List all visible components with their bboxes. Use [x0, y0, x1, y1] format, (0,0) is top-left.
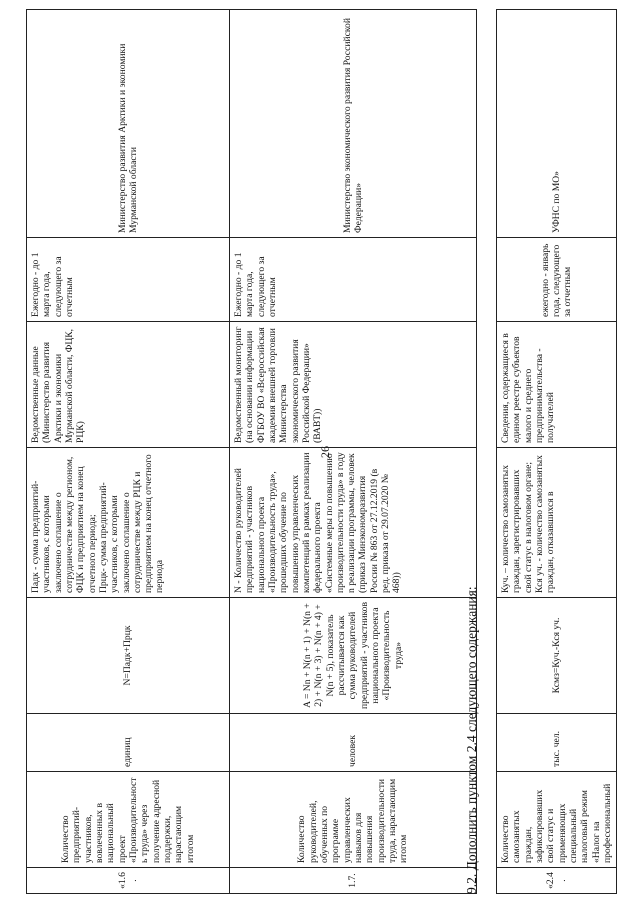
page-number: 26 [318, 446, 332, 458]
indicators-table [26, 9, 477, 894]
responsible-cell: Министерство развития Арктики и экономики Мурманской области [27, 10, 230, 238]
definitions-cell: Куч. – количество самозанятых граждан, зарегистрировавших свой статус в налоговом органе; Кся уч. - количество самозанятых граждан, отказавшихся в [497, 448, 617, 598]
responsible-cell: Министерство экономического развития Российской Федерации» [230, 10, 477, 238]
definitions-cell: N - Количество руководителей предприятий - участников национального проекта «Производительность труда», прошедших обучение по повышению управленческих компетенций в рамках реализации федерального проекта «Системные меры по повышению производительности труда» в году n реализации программы, человек (приказ Минэкономразвития России № 863 от 27.12.2019 (в ред. приказа от 29.07.2020 № 468)) [230, 448, 477, 598]
formula-cell: A = Nn + N(n + 1) + N(n + 2) + N(n + 3) + N(n + 4) + N(n + 5), показатель рассчитывается как сумма руководителей предприятий - участников национального проекта «Производительность труда» [230, 598, 477, 714]
indicator-name: Количество руководителей, обученных по программе управленческих навыков для повышения производительности труда, нарастающим итогом [230, 772, 477, 868]
unit-cell: единиц [27, 714, 230, 772]
frequency-cell: ежегодно - январь года, следующего за отчетным [497, 238, 617, 322]
source-cell: Ведомственные данные (Министерство развития Арктики и экономики Мурманской области, ФЦК, РЦК) [27, 322, 230, 448]
row-number: 1.7. [230, 868, 477, 894]
definitions-cell: Падк - сумма предприятий-участников, с которыми заключено соглашение о сотрудничестве между регионом, ФЦК и предприятием на конец отчетного периода; Прцк- сумма предприятий-участников, с которыми заключено соглашение о сотрудничестве между РЦК и предприятием на конец отчетного периода [27, 448, 230, 598]
source-cell: Сведения, содержащиеся в едином реестре субъектов малого и среднего предпринимательства - получателей [497, 322, 617, 448]
formula-cell: Ксмз=Куч.-Кся уч. [497, 598, 617, 714]
frequency-cell: Ежегодно - до 1 марта года, следующего за отчетным [27, 238, 230, 322]
section-heading: 9.2. Дополнить пунктом 2.4 следующего содержания: [464, 586, 479, 894]
indicator-name: Количество предприятий-участников, вовлеченных в национальный проект «Производительность труда» через получение адресной поддержки, нарастающим итогом [27, 772, 230, 868]
table-row [27, 10, 230, 894]
source-cell: Ведомственный мониторинг (на основании информации ФГБОУ ВО «Всероссийская академия внешней торговли Министерства экономического развития Российской Федерации» (ВАВТ)) [230, 322, 477, 448]
table-row [230, 10, 477, 894]
formula-cell: N=Падк+Прцк [27, 598, 230, 714]
unit-cell: тыс. чел. [497, 714, 617, 772]
table-row [497, 10, 617, 894]
addition-table [496, 9, 617, 894]
rotated-content [20, 2, 620, 902]
row-number: «2.4. [497, 868, 617, 894]
unit-cell: человек [230, 714, 477, 772]
indicator-name: Количество самозанятых граждан, зафиксировавших свой статус и применяющих специальный налоговый режим «Налог на профессиональный [497, 772, 617, 868]
responsible-cell: УФНС по МО» [497, 10, 617, 238]
frequency-cell: Ежегодно - до 1 марта года, следующего за отчетным [230, 238, 477, 322]
row-number: «1.6. [27, 868, 230, 894]
